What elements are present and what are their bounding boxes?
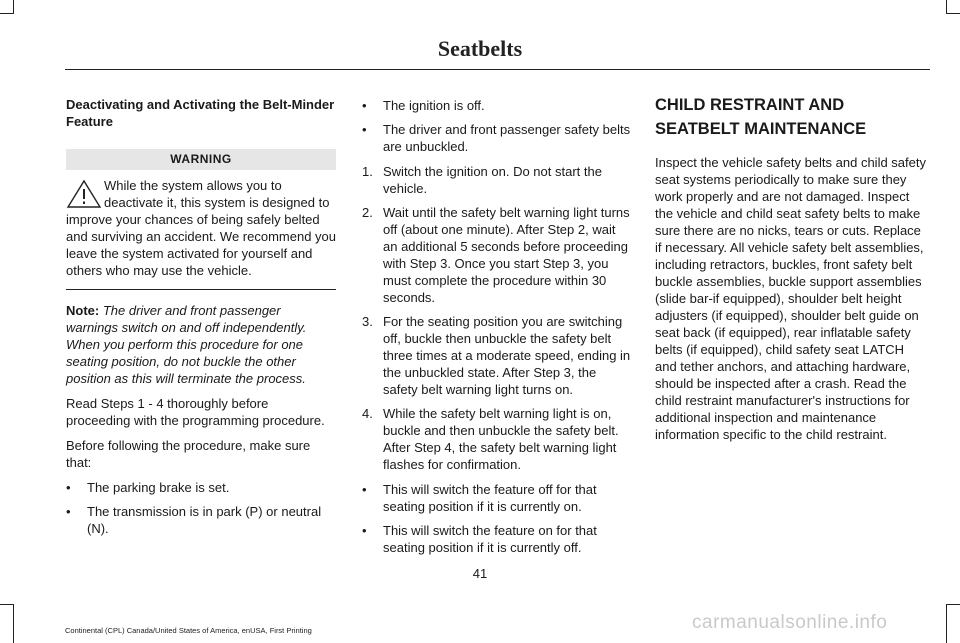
list-item: 4. While the safety belt warning light is on, buckle and then unbuckle the safety belt. After Step 4, the safety belt warning light flashes for confirmation. (362, 406, 619, 472)
list-item: 2. Wait until the safety belt warning light turns off (about one minute). After Step 2, wait an additional 5 seconds before proceeding with Step 3. Once you start Step 3, you must complete the procedure within 30 seconds. (362, 205, 630, 305)
step-number: 1. (362, 164, 373, 179)
page-title: Seatbelts (437, 36, 523, 61)
step-list (362, 163, 632, 473)
list-item: • This will switch the feature off for that seating position if it is currently on. (362, 482, 597, 514)
column-3 (655, 96, 927, 451)
warning-banner: WARNING (66, 149, 336, 170)
step-number: 2. (362, 205, 373, 220)
bullet-marker: • (66, 504, 71, 519)
paragraph: Read Steps 1 - 4 thoroughly before proceeding with the programming procedure. (66, 396, 325, 428)
note-label: Note: (66, 303, 100, 318)
warning-box (66, 177, 336, 279)
note-text: The driver and front passenger warnings switch on and off independently. When you perform this procedure for one seating position, do not buckle the other position as this will terminate the process. (66, 303, 307, 386)
crop-mark-top-left-h (0, 13, 14, 14)
list-item: 1. Switch the ignition on. Do not start the vehicle. (362, 164, 602, 196)
bullet-list (66, 479, 336, 537)
crop-mark-bottom-right-v (946, 604, 947, 643)
bullet-marker: • (362, 98, 367, 113)
page-number: 41 (472, 566, 488, 581)
section-heading: CHILD RESTRAINT AND SEATBELT MAINTENANCE (655, 96, 867, 138)
bullet-marker: • (362, 523, 367, 538)
step-number: 4. (362, 406, 373, 421)
paragraph: Before following the procedure, make sure that: (66, 438, 311, 470)
column-2 (362, 97, 632, 564)
footer-printing-info: Continental (CPL) Canada/United States of America, enUSA, First Printing (65, 626, 312, 635)
crop-mark-bottom-left-v (13, 604, 14, 643)
list-item: • The driver and front passenger safety belts are unbuckled. (362, 122, 631, 154)
crop-mark-top-right-h (946, 13, 960, 14)
warning-divider (66, 289, 336, 290)
note (66, 302, 336, 387)
crop-mark-top-left-v (13, 0, 14, 14)
paragraph: Inspect the vehicle safety belts and child safety seat systems periodically to make sure they work properly and are not damaged. Inspect the vehicle and child seat safety belts to make sure there are no nicks, tears or cuts. Replace if necessary. All vehicle safety belt assemblies, including retractors, buckles, front safety belt buckle assemblies, buckle support assemblies (slide bar-if equipped), shoulder belt height adjusters (if equipped), shoulder belt guide on seat back (if equipped), rear inflatable safety belts (if equipped), child safety seat LATCH and tether anchors, and attaching hardware, should be inspected after a crash. Read the child restraint manufacturer's instructions for additional inspection and maintenance information specific to the child restraint. (655, 155, 926, 442)
list-item: 3. For the seating position you are switching off, buckle then unbuckle the safety belt three times at a moderate speed, ending in the unbuckled state. After Step 3, the safety belt warning light turns on. (362, 314, 631, 397)
crop-mark-top-right-v (946, 0, 947, 14)
bullet-list (362, 481, 632, 556)
header-divider (65, 69, 930, 70)
list-item: • This will switch the feature on for that seating position if it is currently off. (362, 523, 597, 555)
crop-mark-bottom-left-h (0, 604, 14, 605)
list-item: • The transmission is in park (P) or neutral (N). (66, 504, 322, 536)
warning-triangle-icon (66, 179, 102, 209)
crop-mark-bottom-right-h (946, 604, 960, 605)
column-1 (66, 96, 336, 545)
bullet-marker: • (362, 122, 367, 137)
section-subhead: Deactivating and Activating the Belt-Minder Feature (66, 97, 335, 129)
list-item: • The ignition is off. (362, 98, 485, 113)
step-number: 3. (362, 314, 373, 329)
bullet-marker: • (362, 482, 367, 497)
list-item: • The parking brake is set. (66, 480, 230, 495)
watermark: carmanualsonline.info (692, 612, 888, 633)
bullet-list (362, 97, 632, 155)
bullet-marker: • (66, 480, 71, 495)
warning-text: While the system allows you to deactivate it, this system is designed to improve your chances of being safely belted and surviving an accident. We recommend you leave the system activated for yourself and others who may use the vehicle. (66, 178, 337, 278)
